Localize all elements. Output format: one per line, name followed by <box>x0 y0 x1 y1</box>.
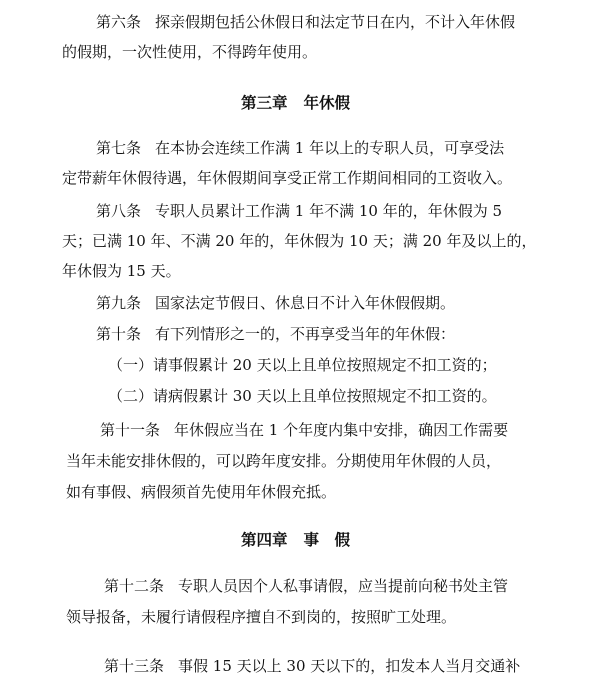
article-7-text-2: 定带薪年休假待遇，年休假期间享受正常工作期间相同的工资收入。 <box>62 169 513 187</box>
article-10-item-2 <box>0 382 591 410</box>
article-6-label: 第六条 <box>96 13 142 31</box>
article-8-text-1: 专职人员累计工作满 1 年不满 10 年的，年休假为 5 <box>155 202 503 220</box>
article-8-line-1 <box>0 197 591 225</box>
article-9-text-1: 国家法定节假日、休息日不计入年休假假期。 <box>155 294 456 312</box>
article-11-text-3: 如有事假、病假须首先使用年休假充抵。 <box>66 483 337 501</box>
article-8-line-2 <box>0 227 591 255</box>
chapter-3-heading <box>0 89 591 117</box>
chapter-3-number: 第三章 <box>240 94 288 112</box>
article-7-line-2 <box>0 164 591 192</box>
article-12-text-2: 领导报备，未履行请假程序擅自不到岗的，按照旷工处理。 <box>66 608 457 626</box>
article-13-text-1: 事假 15 天以上 30 天以下的，扣发本人当月交通补 <box>178 657 521 675</box>
article-8-label: 第八条 <box>96 202 142 220</box>
article-10-line-1 <box>0 320 591 348</box>
article-7-text-1: 在本协会连续工作满 1 年以上的专职人员，可享受法 <box>155 139 505 157</box>
article-12-line-2 <box>0 603 591 631</box>
article-12-label: 第十二条 <box>104 577 165 595</box>
article-6-text-2: 的假期，一次性使用，不得跨年使用。 <box>62 43 318 61</box>
article-11-text-1: 年休假应当在 1 个年度内集中安排，确因工作需要 <box>174 421 509 439</box>
article-11-line-1 <box>0 416 591 444</box>
article-8-line-3 <box>0 257 591 285</box>
article-6-line-1 <box>0 8 591 36</box>
article-13-line-1 <box>0 652 591 680</box>
article-13-label: 第十三条 <box>104 657 165 675</box>
article-10-item-1-text: （一）请事假累计 20 天以上且单位按照规定不扣工资的； <box>108 356 497 374</box>
chapter-4-number: 第四章 <box>240 531 288 549</box>
chapter-4-heading <box>0 526 591 554</box>
article-11-label: 第十一条 <box>100 421 161 439</box>
article-8-text-2: 天；已满 10 年、不满 20 年的，年休假为 10 天；满 20 年及以上的， <box>62 232 537 250</box>
article-6-line-2 <box>0 38 591 66</box>
article-6-text-1: 探亲假期包括公休假日和法定节日在内，不计入年休假 <box>155 13 516 31</box>
article-9-line-1 <box>0 289 591 317</box>
article-8-text-3: 年休假为 15 天。 <box>62 262 181 280</box>
article-12-line-1 <box>0 572 591 600</box>
chapter-4-title: 事 假 <box>303 531 351 549</box>
article-11-text-2: 当年未能安排休假的，可以跨年度安排。分期使用年休假的人员， <box>66 452 502 470</box>
article-10-label: 第十条 <box>96 325 142 343</box>
article-7-line-1 <box>0 134 591 162</box>
article-12-text-1: 专职人员因个人私事请假，应当提前向秘书处主管 <box>178 577 509 595</box>
article-10-item-2-text: （二）请病假累计 30 天以上且单位按照规定不扣工资的。 <box>108 387 497 405</box>
article-10-text-1: 有下列情形之一的，不再享受当年的年休假： <box>155 325 456 343</box>
article-10-item-1 <box>0 351 591 379</box>
article-7-label: 第七条 <box>96 139 142 157</box>
article-9-label: 第九条 <box>96 294 142 312</box>
article-11-line-2 <box>0 447 591 475</box>
chapter-3-title: 年休假 <box>303 94 351 112</box>
article-11-line-3 <box>0 478 591 506</box>
